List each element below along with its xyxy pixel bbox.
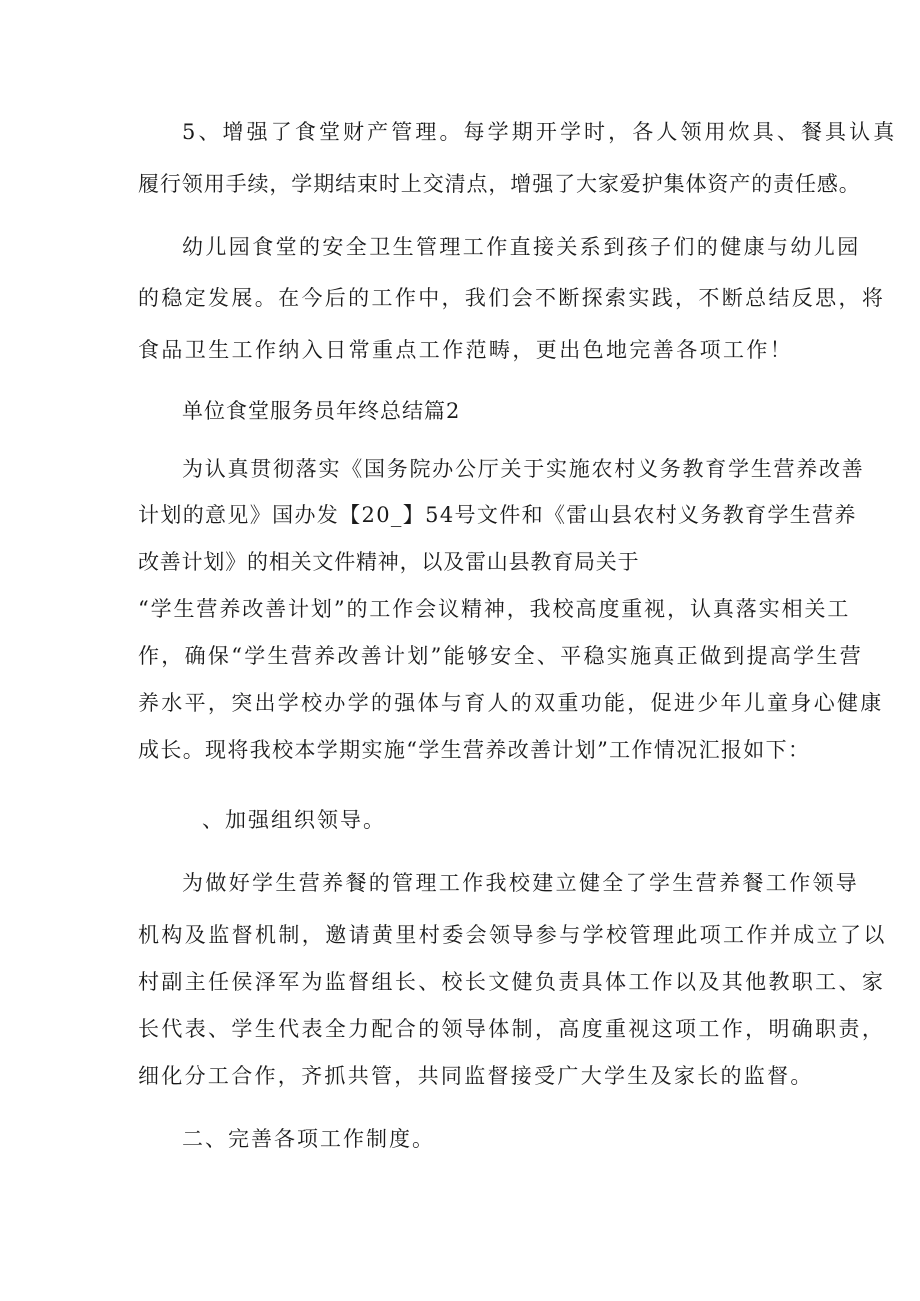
section-heading: 单位食堂服务员年终总结篇2 — [182, 399, 461, 423]
paragraph-line: 为做好学生营养餐的管理工作我校建立健全了学生营养餐工作领导 — [182, 871, 860, 895]
subsection-heading: 、加强组织领导。 — [202, 808, 386, 832]
paragraph-line: 机构及监督机制，邀请黄里村委会领导参与学校管理此项工作并成立了以 — [138, 923, 887, 947]
paragraph-line: 食品卫生工作纳入日常重点工作范畴，更出色地完善各项工作！ — [138, 338, 794, 362]
paragraph-line: 5、增强了食堂财产管理。每学期开学时，各人领用炊具、餐具认真 — [182, 120, 898, 144]
paragraph-line: 履行领用手续，学期结束时上交清点，增强了大家爱护集体资产的责任感。 — [138, 172, 861, 196]
paragraph-line: 作，确保“学生营养改善计划”能够安全、平稳实施真正做到提高学生营 — [138, 644, 864, 668]
paragraph-line: “学生营养改善计划”的工作会议精神，我校高度重视，认真落实相关工 — [138, 597, 851, 621]
subsection-heading: 二、完善各项工作制度。 — [182, 1127, 435, 1151]
paragraph-line: 计划的意见》国办发【20_】54号文件和《雷山县农村义务教育学生营养 — [138, 503, 857, 527]
paragraph-line: 长代表、学生代表全力配合的领导体制，高度重视这项工作，明确职责， — [138, 1017, 886, 1041]
paragraph-line: 细化分工合作，齐抓共管，共同监督接受广大学生及家长的监督。 — [138, 1064, 814, 1088]
paragraph-line: 幼儿园食堂的安全卫生管理工作直接关系到孩子们的健康与幼儿园 — [182, 235, 861, 259]
paragraph-line: 的稳定发展。在今后的工作中，我们会不断探索实践，不断总结反思，将 — [138, 286, 886, 310]
paragraph-line: 改善计划》的相关文件精神，以及雷山县教育局关于 — [138, 550, 640, 574]
paragraph-line: 养水平，突出学校办学的强体与育人的双重功能，促进少年儿童身心健康 — [138, 691, 884, 715]
paragraph-line: 村副主任侯泽军为监督组长、校长文健负责具体工作以及其他教职工、家 — [138, 970, 886, 994]
paragraph-line: 为认真贯彻落实《国务院办公厅关于实施农村义务教育学生营养改善 — [182, 457, 865, 481]
paragraph-line: 成长。现将我校本学期实施“学生营养改善计划”工作情况汇报如下： — [138, 738, 811, 762]
